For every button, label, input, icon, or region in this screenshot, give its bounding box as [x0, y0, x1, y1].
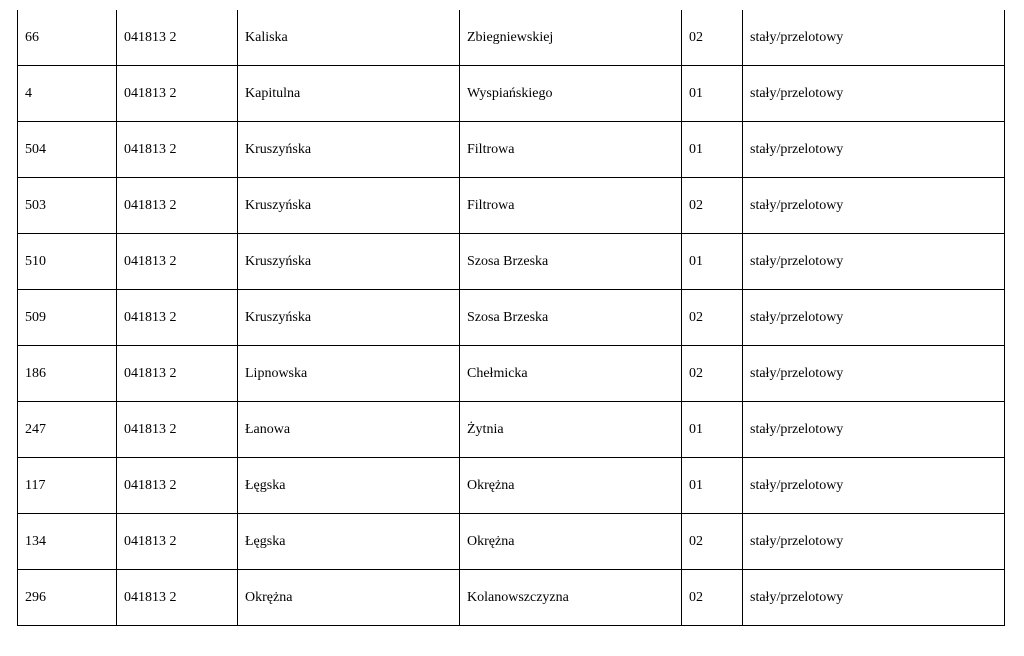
stop-number-cell: 504 — [18, 122, 117, 178]
area-code-cell: 041813 2 — [117, 514, 238, 570]
stop-type-cell: stały/przelotowy — [743, 346, 1005, 402]
table-row — [18, 458, 1005, 514]
stop-number-cell: 247 — [18, 402, 117, 458]
bus-stops-table — [17, 10, 1005, 626]
street-cell: Kaliska — [238, 10, 460, 66]
post-number-cell: 01 — [682, 402, 743, 458]
post-number-cell: 01 — [682, 122, 743, 178]
table-row — [18, 402, 1005, 458]
street-cell: Łęgska — [238, 458, 460, 514]
area-code-cell: 041813 2 — [117, 178, 238, 234]
table-row — [18, 290, 1005, 346]
stop-number-cell: 510 — [18, 234, 117, 290]
cross-street-cell: Żytnia — [460, 402, 682, 458]
street-cell: Okrężna — [238, 570, 460, 626]
post-number-cell: 02 — [682, 346, 743, 402]
table-row — [18, 514, 1005, 570]
stop-type-cell: stały/przelotowy — [743, 570, 1005, 626]
table-row — [18, 66, 1005, 122]
stop-type-cell: stały/przelotowy — [743, 290, 1005, 346]
post-number-cell: 01 — [682, 66, 743, 122]
stop-number-cell: 4 — [18, 66, 117, 122]
cross-street-cell: Okrężna — [460, 514, 682, 570]
table-row — [18, 178, 1005, 234]
cross-street-cell: Okrężna — [460, 458, 682, 514]
post-number-cell: 01 — [682, 234, 743, 290]
cross-street-cell: Chełmicka — [460, 346, 682, 402]
street-cell: Kapitulna — [238, 66, 460, 122]
stop-number-cell: 134 — [18, 514, 117, 570]
table-row — [18, 346, 1005, 402]
area-code-cell: 041813 2 — [117, 66, 238, 122]
stop-type-cell: stały/przelotowy — [743, 122, 1005, 178]
stop-type-cell: stały/przelotowy — [743, 402, 1005, 458]
stop-number-cell: 503 — [18, 178, 117, 234]
street-cell: Lipnowska — [238, 346, 460, 402]
area-code-cell: 041813 2 — [117, 346, 238, 402]
stop-number-cell: 66 — [18, 10, 117, 66]
stop-number-cell: 509 — [18, 290, 117, 346]
stop-type-cell: stały/przelotowy — [743, 178, 1005, 234]
table-row — [18, 234, 1005, 290]
area-code-cell: 041813 2 — [117, 10, 238, 66]
cross-street-cell: Wyspiańskiego — [460, 66, 682, 122]
cross-street-cell: Kolanowszczyzna — [460, 570, 682, 626]
stop-type-cell: stały/przelotowy — [743, 10, 1005, 66]
stop-number-cell: 117 — [18, 458, 117, 514]
stop-number-cell: 186 — [18, 346, 117, 402]
post-number-cell: 02 — [682, 10, 743, 66]
stop-type-cell: stały/przelotowy — [743, 458, 1005, 514]
stop-type-cell: stały/przelotowy — [743, 514, 1005, 570]
post-number-cell: 02 — [682, 178, 743, 234]
street-cell: Kruszyńska — [238, 122, 460, 178]
area-code-cell: 041813 2 — [117, 290, 238, 346]
post-number-cell: 02 — [682, 514, 743, 570]
cross-street-cell: Szosa Brzeska — [460, 234, 682, 290]
table-row — [18, 10, 1005, 66]
area-code-cell: 041813 2 — [117, 458, 238, 514]
table-row — [18, 570, 1005, 626]
cross-street-cell: Zbiegniewskiej — [460, 10, 682, 66]
street-cell: Kruszyńska — [238, 234, 460, 290]
area-code-cell: 041813 2 — [117, 122, 238, 178]
stop-type-cell: stały/przelotowy — [743, 66, 1005, 122]
cross-street-cell: Filtrowa — [460, 122, 682, 178]
area-code-cell: 041813 2 — [117, 402, 238, 458]
cross-street-cell: Szosa Brzeska — [460, 290, 682, 346]
post-number-cell: 02 — [682, 570, 743, 626]
street-cell: Łanowa — [238, 402, 460, 458]
street-cell: Łęgska — [238, 514, 460, 570]
street-cell: Kruszyńska — [238, 178, 460, 234]
stop-type-cell: stały/przelotowy — [743, 234, 1005, 290]
stop-number-cell: 296 — [18, 570, 117, 626]
post-number-cell: 01 — [682, 458, 743, 514]
table-row — [18, 122, 1005, 178]
area-code-cell: 041813 2 — [117, 234, 238, 290]
street-cell: Kruszyńska — [238, 290, 460, 346]
post-number-cell: 02 — [682, 290, 743, 346]
cross-street-cell: Filtrowa — [460, 178, 682, 234]
bus-stops-table-body — [18, 10, 1005, 626]
area-code-cell: 041813 2 — [117, 570, 238, 626]
